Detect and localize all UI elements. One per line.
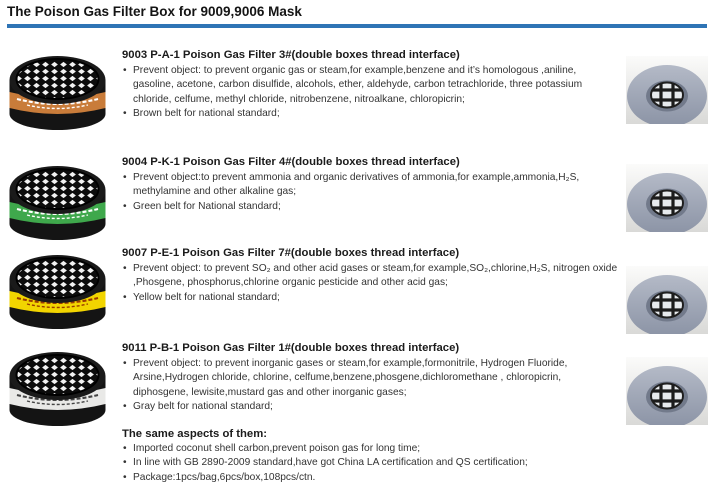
bullet-prevent-object: • Prevent object:to prevent ammonia and organic derivatives of ammonia,for example,ammonia,H₂S, methylamine and other alkaline gas;	[122, 171, 618, 200]
common-aspects-list	[122, 442, 618, 485]
product-heading: 9004 P-K-1 Poison Gas Filter 4#(double boxes thread interface)	[122, 156, 460, 168]
filter-inlet-photo	[626, 164, 708, 232]
common-aspects-section	[122, 428, 618, 485]
bullet-package: • Package:1pcs/bag,6pcs/box,108pcs/ctn.	[122, 471, 618, 485]
bullet-prevent-object: • Prevent object: to prevent SO₂ and other acid gases or steam,for example,SO₂,chlorine,H₂S, nitrogen oxide ,Phosgene, phosphorus,chlorine organic pesticide and other acid gas;	[122, 262, 618, 291]
filter-inlet-photo	[626, 357, 708, 425]
product-text-9003	[122, 49, 618, 122]
bullet-belt-standard: • Green belt for National standard;	[122, 200, 618, 214]
product-text-9011	[122, 342, 618, 415]
product-bullet-list	[122, 357, 618, 415]
product-bullet-list	[122, 64, 618, 122]
filter-inlet-photo	[626, 266, 708, 334]
product-bullet-list	[122, 171, 618, 214]
bullet-certification: • In line with GB 2890-2009 standard,have got China LA certification and QS certification;	[122, 456, 618, 470]
bullet-belt-standard: • Brown belt for national standard;	[122, 107, 618, 121]
page-title: The Poison Gas Filter Box for 9009,9006 Mask	[7, 4, 302, 19]
bullet-prevent-object: • Prevent object: to prevent organic gas or steam,for example,benzene and it’s homologous ,aniline, gasoline, acetone, carbon disulfide, alcohols, ether, aldehyde, carbon tetrachloride, three potassium chloride, celfume, methyl chloride, nitrobenzene, nitroalkane, chloropicrin;	[122, 64, 618, 107]
filter-canister-photo-yellow	[5, 253, 110, 335]
bullet-belt-standard: • Yellow belt for national standard;	[122, 291, 618, 305]
product-heading: 9003 P-A-1 Poison Gas Filter 3#(double boxes thread interface)	[122, 49, 460, 61]
bullet-prevent-object: • Prevent object: to prevent inorganic gases or steam,for example,formonitrile, Hydrogen Fluoride, Arsine,Hydrogen chloride, chlorine, celfume,benzene,phosgene,dichloromethane , chloropicrin, diphosgene, lewisite,mustard gas and other inorganic gases;	[122, 357, 618, 400]
product-bullet-list	[122, 262, 618, 305]
filter-canister-photo-green	[5, 164, 110, 246]
filter-canister-photo-gray	[5, 350, 110, 432]
product-text-9004	[122, 156, 618, 214]
common-aspects-heading: The same aspects of them:	[122, 428, 268, 440]
product-heading: 9007 P-E-1 Poison Gas Filter 7#(double boxes thread interface)	[122, 247, 460, 259]
product-heading: 9011 P-B-1 Poison Gas Filter 1#(double boxes thread interface)	[122, 342, 460, 354]
filter-inlet-photo	[626, 56, 708, 124]
title-divider-bar	[7, 24, 707, 28]
filter-canister-photo-brown	[5, 54, 110, 136]
bullet-carbon: • Imported coconut shell carbon,prevent poison gas for long time;	[122, 442, 618, 456]
product-text-9007	[122, 247, 618, 305]
bullet-belt-standard: • Gray belt for national standard;	[122, 400, 618, 414]
